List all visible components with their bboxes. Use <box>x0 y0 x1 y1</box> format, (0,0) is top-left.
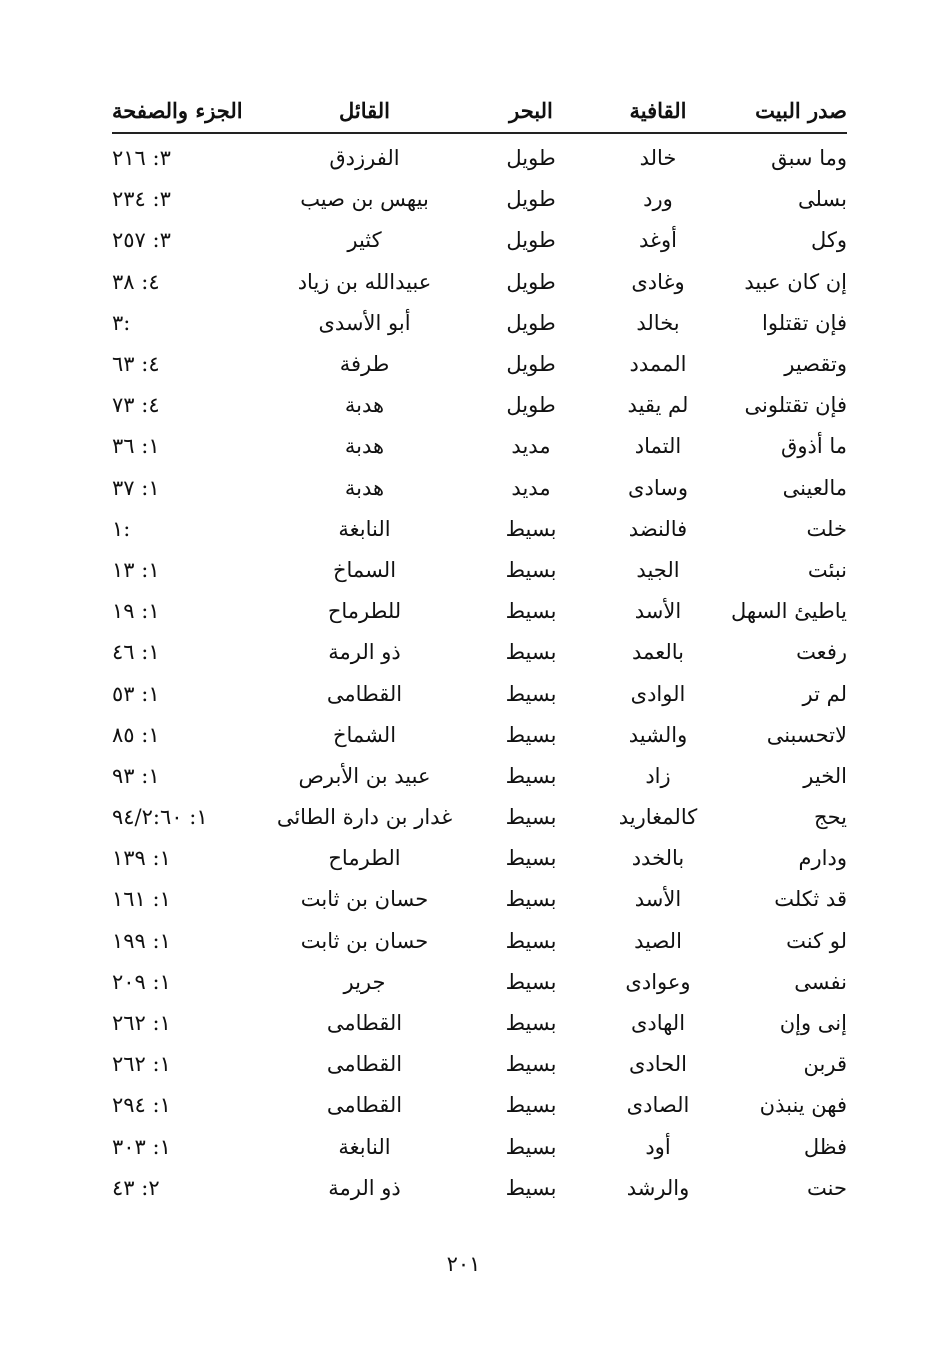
volume-page-reference: ١: ٩٣ <box>112 763 160 788</box>
rhyme-word: وسادى <box>628 475 688 500</box>
volume-page-reference: ٣: ٢١٦ <box>112 146 171 171</box>
table-row <box>112 1044 847 1085</box>
verse-opening: ودارم <box>798 846 847 871</box>
rhyme-word: الحادى <box>629 1052 687 1077</box>
volume-page-reference: ١: ٢٠٩ <box>112 969 171 994</box>
verse-opening: فهن ينبذن <box>759 1093 847 1118</box>
poet-name: جرير <box>343 969 386 994</box>
rhyme-word: خالد <box>639 146 677 171</box>
poet-name: ذو الرمة <box>328 1175 401 1200</box>
verse-index-table <box>112 88 847 1209</box>
volume-page-reference: ١: ٣٧ <box>112 475 160 500</box>
verse-opening: ياطيئ السهل <box>730 599 847 624</box>
poet-name: كثير <box>347 228 382 253</box>
volume-page-reference: ١: ٣٠٣ <box>112 1134 171 1159</box>
table-row <box>112 838 847 879</box>
volume-page-reference: ١: ٢٦٢ <box>112 1011 171 1036</box>
verse-opening: مالعينى <box>782 475 847 500</box>
verse-opening: فظل <box>803 1134 847 1159</box>
verse-opening: لم تر <box>802 681 847 706</box>
volume-page-reference: ١: ١٩ <box>112 599 160 624</box>
verse-opening: حنت <box>807 1175 847 1200</box>
volume-page-reference: ٤: ٧٣ <box>112 393 160 418</box>
verse-opening: فإن تقتلونى <box>744 393 847 418</box>
poetic-meter: بسيط <box>505 1134 557 1159</box>
poetic-meter: بسيط <box>505 805 557 830</box>
rhyme-word: فالنضد <box>628 516 688 541</box>
poetic-meter: بسيط <box>505 1011 557 1036</box>
volume-page-reference: ١: ٩٤/٢:٦٠ <box>112 805 208 830</box>
table-row <box>112 962 847 1003</box>
poet-name: غدار بن دارة الطائى <box>276 805 453 830</box>
verse-opening: الخير <box>803 763 847 788</box>
header-verse: صدر البيت <box>755 97 847 123</box>
poetic-meter: بسيط <box>505 722 557 747</box>
poetic-meter: طويل <box>506 228 556 253</box>
volume-page-reference: ١: ١٣ <box>112 557 160 582</box>
table-row <box>112 797 847 838</box>
rhyme-word: الجيد <box>636 557 680 582</box>
poetic-meter: بسيط <box>505 1093 557 1118</box>
verse-opening: وتقصير <box>784 352 847 377</box>
table-row <box>112 344 847 385</box>
volume-page-reference: ٣: <box>112 310 131 335</box>
poetic-meter: بسيط <box>505 640 557 665</box>
table-body <box>112 138 847 1209</box>
table-row <box>112 1003 847 1044</box>
verse-opening: وما سبق <box>771 146 847 171</box>
table-row <box>112 468 847 509</box>
rhyme-word: والشيد <box>628 722 688 747</box>
poetic-meter: بسيط <box>505 1052 557 1077</box>
table-row <box>112 138 847 179</box>
rhyme-word: أوغد <box>639 228 677 253</box>
volume-page-reference: ٤: ٣٨ <box>112 269 160 294</box>
rhyme-word: والرشد <box>626 1175 690 1200</box>
poet-name: السماخ <box>332 557 397 582</box>
table-row <box>112 1085 847 1126</box>
rhyme-word: ورد <box>643 187 673 212</box>
verse-opening: قربن <box>803 1052 847 1077</box>
table-row <box>112 262 847 303</box>
poet-name: ذو الرمة <box>328 640 401 665</box>
header-reference: الجزء والصفحة <box>112 97 243 123</box>
verse-opening: خلت <box>806 516 847 541</box>
verse-opening: يحج <box>814 805 847 830</box>
rhyme-word: الصادى <box>626 1093 690 1118</box>
verse-opening: لاتحسبنى <box>766 722 847 747</box>
poet-name: الفرزدق <box>329 146 400 171</box>
poet-name: حسان بن ثابت <box>300 887 429 912</box>
verse-opening: إنى وإن <box>779 1011 847 1036</box>
table-row <box>112 756 847 797</box>
poet-name: هدبة <box>344 434 385 459</box>
volume-page-reference: ١: ٣٦ <box>112 434 160 459</box>
header-meter: البحر <box>509 97 553 123</box>
volume-page-reference: ٣: ٢٥٧ <box>112 228 171 253</box>
table-header-row <box>112 88 847 134</box>
poet-name: الشماخ <box>332 722 397 747</box>
poet-name: القطامى <box>326 1052 403 1077</box>
rhyme-word: كالمغاريد <box>618 805 698 830</box>
rhyme-word: لم يقيد <box>627 393 689 418</box>
poetic-meter: بسيط <box>505 928 557 953</box>
table-row <box>112 550 847 591</box>
poet-name: النابغة <box>338 516 391 541</box>
poetic-meter: بسيط <box>505 969 557 994</box>
poetic-meter: طويل <box>506 146 556 171</box>
poet-name: بيهس بن صيب <box>300 187 429 212</box>
poet-name: هدبة <box>344 475 385 500</box>
rhyme-word: الهادى <box>630 1011 686 1036</box>
rhyme-word: بالعمد <box>632 640 684 665</box>
volume-page-reference: ١: <box>112 516 131 541</box>
rhyme-word: أود <box>645 1134 671 1159</box>
poet-name: القطامى <box>326 681 403 706</box>
table-row <box>112 1168 847 1209</box>
volume-page-reference: ١: ٢٦٢ <box>112 1052 171 1077</box>
volume-page-reference: ٤: ٦٣ <box>112 352 160 377</box>
poetic-meter: طويل <box>506 352 556 377</box>
poet-name: طرفة <box>339 352 390 377</box>
volume-page-reference: ٢: ٤٣ <box>112 1175 160 1200</box>
table-row <box>112 921 847 962</box>
poetic-meter: مديد <box>511 434 551 459</box>
verse-opening: نبئت <box>807 557 847 582</box>
poet-name: للطرماح <box>327 599 402 624</box>
rhyme-word: وغادى <box>631 269 685 294</box>
poet-name: عبيدالله بن زياد <box>297 269 432 294</box>
table-row <box>112 179 847 220</box>
table-row <box>112 632 847 673</box>
volume-page-reference: ١: ٨٥ <box>112 722 160 747</box>
poet-name: عبيد بن الأبرص <box>298 763 431 788</box>
poetic-meter: بسيط <box>505 557 557 582</box>
table-row <box>112 591 847 632</box>
table-row <box>112 715 847 756</box>
volume-page-reference: ١: ١٦١ <box>112 887 171 912</box>
page-number: ٢٠١ <box>446 1252 481 1276</box>
table-row <box>112 879 847 920</box>
volume-page-reference: ١: ١٣٩ <box>112 846 171 871</box>
rhyme-word: الممدد <box>629 352 687 377</box>
rhyme-word: الأسد <box>634 887 682 912</box>
verse-opening: ما أذوق <box>781 434 847 459</box>
table-row <box>112 426 847 467</box>
header-poet: القائل <box>338 97 390 123</box>
poetic-meter: بسيط <box>505 846 557 871</box>
poet-name: هدبة <box>344 393 385 418</box>
volume-page-reference: ٣: ٢٣٤ <box>112 187 171 212</box>
table-row <box>112 509 847 550</box>
volume-page-reference: ١: ٢٩٤ <box>112 1093 171 1118</box>
rhyme-word: الأسد <box>634 599 682 624</box>
verse-opening: نفسى <box>794 969 847 994</box>
table-row <box>112 220 847 261</box>
poetic-meter: مديد <box>511 475 551 500</box>
poetic-meter: بسيط <box>505 1175 557 1200</box>
verse-opening: لو كنت <box>786 928 847 953</box>
rhyme-word: الصيد <box>634 928 682 953</box>
poetic-meter: طويل <box>506 269 556 294</box>
verse-opening: رفعت <box>796 640 847 665</box>
verse-opening: فإن تقتلوا <box>762 310 847 335</box>
rhyme-word: زاد <box>645 763 671 788</box>
table-row <box>112 1127 847 1168</box>
volume-page-reference: ١: ١٩٩ <box>112 928 171 953</box>
poetic-meter: طويل <box>506 310 556 335</box>
poet-name: أبو الأسدى <box>318 310 411 335</box>
poet-name: النابغة <box>338 1134 391 1159</box>
verse-opening: إن كان عبيد <box>744 269 847 294</box>
header-rhyme: القافية <box>629 97 687 123</box>
poetic-meter: بسيط <box>505 763 557 788</box>
rhyme-word: وعوادى <box>625 969 691 994</box>
poetic-meter: بسيط <box>505 599 557 624</box>
rhyme-word: بالخدد <box>631 846 685 871</box>
poet-name: القطامى <box>326 1093 403 1118</box>
rhyme-word: التماد <box>634 434 682 459</box>
verse-opening: بسلى <box>797 187 847 212</box>
poetic-meter: طويل <box>506 187 556 212</box>
poet-name: حسان بن ثابت <box>300 928 429 953</box>
volume-page-reference: ١: ٤٦ <box>112 640 160 665</box>
rhyme-word: الوادى <box>630 681 686 706</box>
poet-name: الطرماح <box>328 846 401 871</box>
table-row <box>112 303 847 344</box>
verse-opening: وكل <box>810 228 847 253</box>
verse-opening: قد ثكلت <box>774 887 847 912</box>
rhyme-word: بخالد <box>636 310 680 335</box>
poetic-meter: طويل <box>506 393 556 418</box>
poetic-meter: بسيط <box>505 681 557 706</box>
poet-name: القطامى <box>326 1011 403 1036</box>
table-row <box>112 673 847 714</box>
volume-page-reference: ١: ٥٣ <box>112 681 160 706</box>
table-row <box>112 385 847 426</box>
poetic-meter: بسيط <box>505 516 557 541</box>
poetic-meter: بسيط <box>505 887 557 912</box>
